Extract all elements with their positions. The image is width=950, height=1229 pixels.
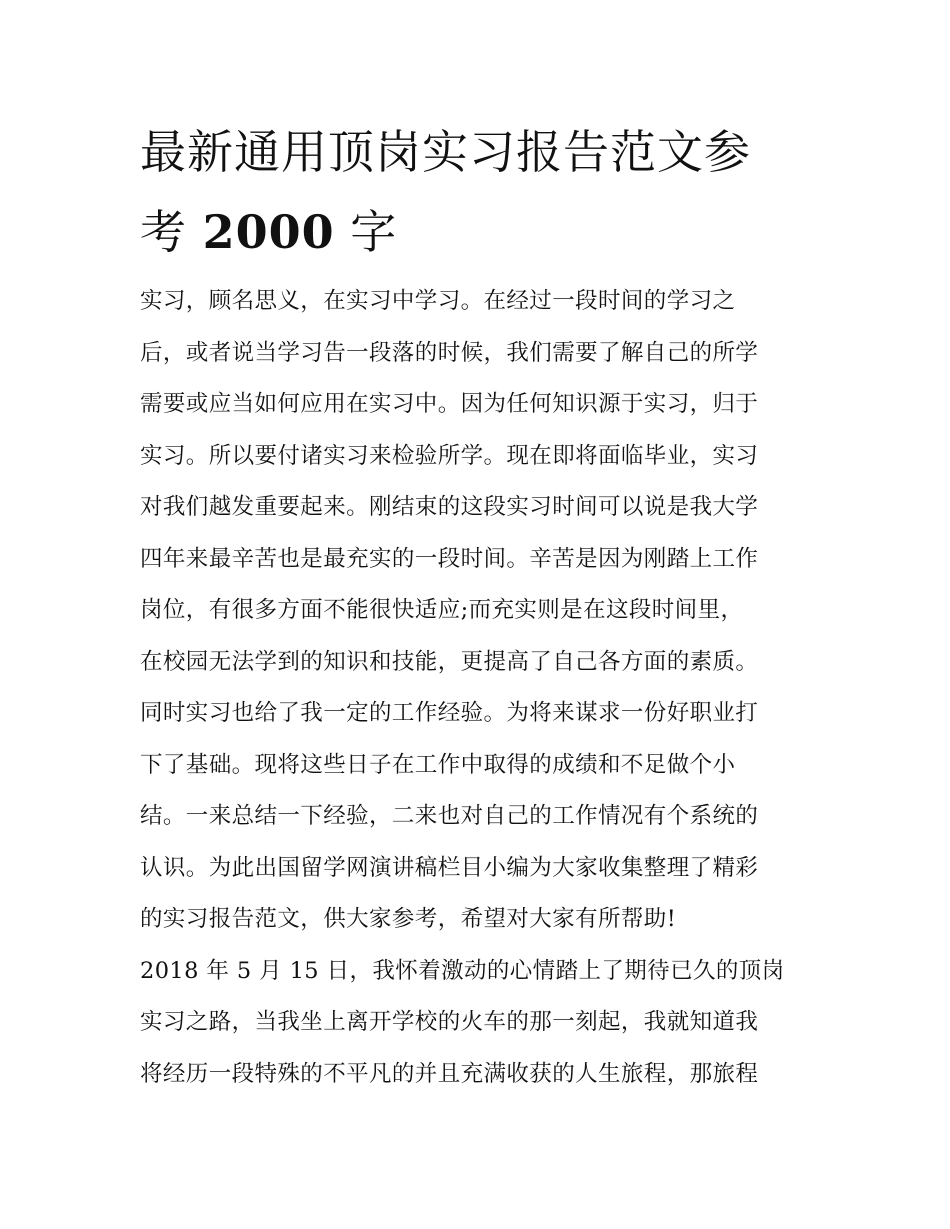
body-line: 结。一来总结一下经验，二来也对自己的工作情况有个系统的	[140, 803, 759, 829]
document-title	[140, 112, 820, 272]
body-line: 实习之路，当我坐上离开学校的火车的那一刻起，我就知道我	[140, 1009, 759, 1035]
body-line: 后，或者说当学习告一段落的时候，我们需要了解自己的所学	[140, 339, 759, 366]
body-line: 需要或应当如何应用在实习中。因为任何知识源于实习，归于	[140, 391, 759, 417]
body-text	[140, 280, 820, 1104]
title-line-1	[140, 112, 820, 192]
body-line: 2018 年 5 月 15 日，我怀着激动的心情踏上了期待已久的顶岗	[140, 957, 785, 984]
body-line: 认识。为此出国留学网演讲稿栏目小编为大家收集整理了精彩	[140, 854, 759, 881]
title-word-count: 2000	[202, 205, 335, 259]
title-line-2-suffix: 字	[334, 205, 398, 259]
body-line: 在校园无法学到的知识和技能，更提高了自己各方面的素质。	[140, 648, 759, 675]
body-line: 同时实习也给了我一定的工作经验。为将来谋求一份好职业打	[140, 700, 759, 726]
body-line: 四年来最辛苦也是最充实的一段时间。辛苦是因为刚踏上工作	[140, 545, 759, 572]
body-line: 将经历一段特殊的不平凡的并且充满收获的人生旅程，那旅程	[140, 1060, 759, 1087]
title-line-2	[140, 192, 820, 272]
body-line: 对我们越发重要起来。刚结束的这段实习时间可以说是我大学	[140, 494, 759, 520]
body-line: 实习。所以要付诸实习来检验所学。现在即将面临毕业，实习	[140, 442, 759, 469]
body-line: 实习，顾名思义，在实习中学习。在经过一段时间的学习之	[140, 288, 736, 314]
title-line-2-prefix: 考	[140, 205, 203, 259]
body-line: 下了基础。现将这些日子在工作中取得的成绩和不足做个小	[140, 751, 736, 778]
title-line-1-text: 最新通用顶岗实习报告范文参	[140, 125, 751, 179]
body-line: 的实习报告范文，供大家参考，希望对大家有所帮助!	[140, 906, 677, 932]
body-line: 岗位，有很多方面不能很快适应;而充实则是在这段时间里，	[140, 597, 744, 623]
